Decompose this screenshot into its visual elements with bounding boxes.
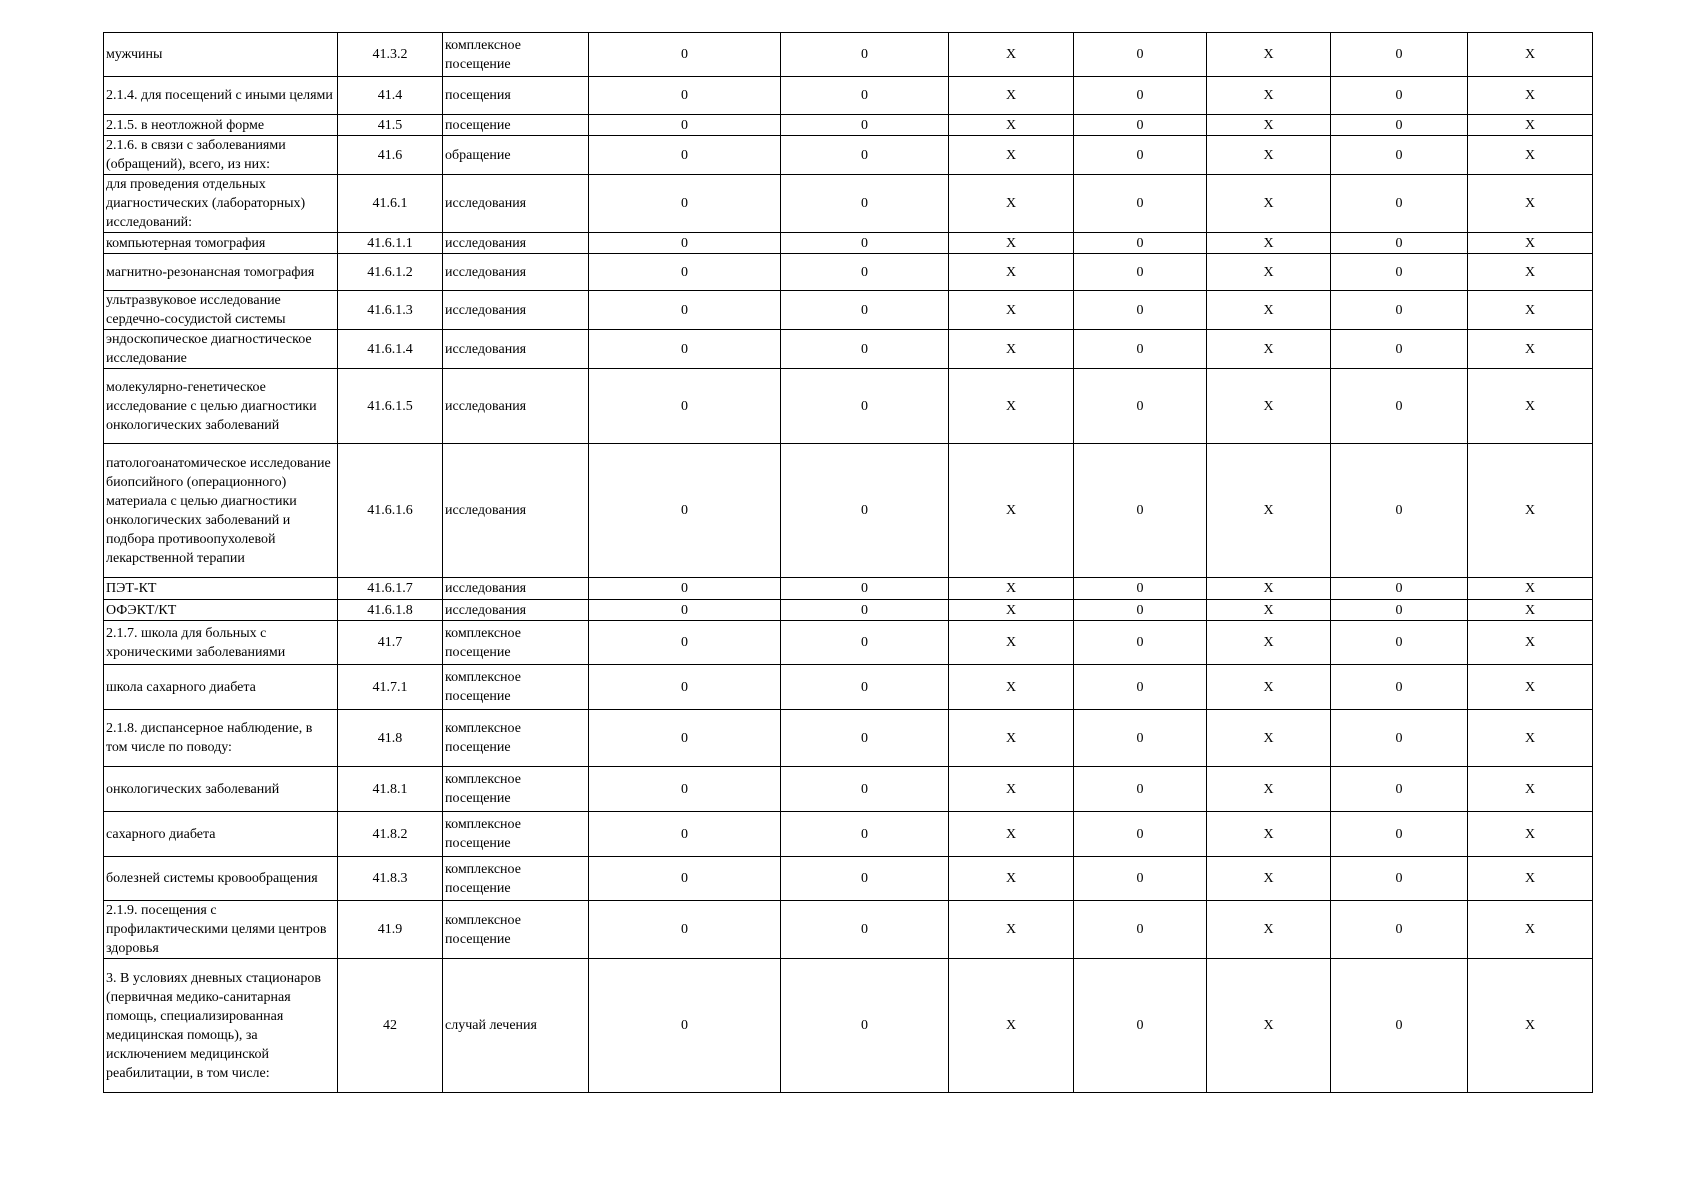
table-row xyxy=(104,77,1593,115)
indicator-name-cell: сахарного диабета xyxy=(104,812,338,857)
value-cell: 0 xyxy=(1074,115,1207,136)
unit-cell: обращение xyxy=(443,136,589,175)
value-cell: 0 xyxy=(1331,665,1468,710)
value-cell: 0 xyxy=(1331,710,1468,767)
table-body xyxy=(104,33,1593,1093)
unit-cell: комплексное посещение xyxy=(443,901,589,959)
line-code-cell: 41.6.1.4 xyxy=(338,330,443,369)
value-cell: X xyxy=(1207,444,1331,578)
value-cell: X xyxy=(949,901,1074,959)
indicator-name-cell: онкологических заболеваний xyxy=(104,767,338,812)
value-cell: 0 xyxy=(1331,767,1468,812)
table-row xyxy=(104,444,1593,578)
unit-cell: комплексное посещение xyxy=(443,665,589,710)
line-code-cell: 41.8.3 xyxy=(338,857,443,901)
value-cell: 0 xyxy=(589,710,781,767)
value-cell: 0 xyxy=(1074,857,1207,901)
value-cell: X xyxy=(1207,369,1331,444)
unit-cell: исследования xyxy=(443,369,589,444)
unit-cell: посещение xyxy=(443,115,589,136)
value-cell: 0 xyxy=(781,291,949,330)
value-cell: 0 xyxy=(781,710,949,767)
value-cell: 0 xyxy=(781,578,949,600)
value-cell: X xyxy=(1468,77,1593,115)
value-cell: X xyxy=(949,857,1074,901)
value-cell: X xyxy=(949,767,1074,812)
table-row xyxy=(104,812,1593,857)
value-cell: 0 xyxy=(1074,578,1207,600)
value-cell: X xyxy=(1468,369,1593,444)
value-cell: X xyxy=(1207,136,1331,175)
value-cell: 0 xyxy=(1331,959,1468,1093)
value-cell: 0 xyxy=(589,77,781,115)
indicator-name-cell: ультразвуковое исследование сердечно-сосудистой системы xyxy=(104,291,338,330)
value-cell: 0 xyxy=(1074,901,1207,959)
value-cell: X xyxy=(1207,767,1331,812)
value-cell: X xyxy=(1207,330,1331,369)
line-code-cell: 41.6.1.6 xyxy=(338,444,443,578)
unit-cell: случай лечения xyxy=(443,959,589,1093)
value-cell: 0 xyxy=(1074,291,1207,330)
value-cell: 0 xyxy=(1331,600,1468,621)
value-cell: X xyxy=(949,136,1074,175)
value-cell: 0 xyxy=(1331,330,1468,369)
value-cell: X xyxy=(949,330,1074,369)
value-cell: 0 xyxy=(1331,233,1468,254)
value-cell: 0 xyxy=(589,621,781,665)
value-cell: 0 xyxy=(1074,812,1207,857)
value-cell: X xyxy=(1207,665,1331,710)
value-cell: 0 xyxy=(781,33,949,77)
value-cell: 0 xyxy=(589,444,781,578)
indicator-name-cell: болезней системы кровообращения xyxy=(104,857,338,901)
line-code-cell: 41.8 xyxy=(338,710,443,767)
table-row xyxy=(104,33,1593,77)
value-cell: X xyxy=(1468,115,1593,136)
table-row xyxy=(104,330,1593,369)
value-cell: 0 xyxy=(781,136,949,175)
value-cell: 0 xyxy=(589,136,781,175)
value-cell: 0 xyxy=(1074,254,1207,291)
value-cell: X xyxy=(949,233,1074,254)
unit-cell: исследования xyxy=(443,291,589,330)
value-cell: X xyxy=(1468,136,1593,175)
unit-cell: исследования xyxy=(443,330,589,369)
indicator-name-cell: 2.1.9. посещения с профилактическими целями центров здоровья xyxy=(104,901,338,959)
table-row xyxy=(104,665,1593,710)
unit-cell: комплексное посещение xyxy=(443,767,589,812)
indicator-name-cell: ОФЭКТ/КТ xyxy=(104,600,338,621)
value-cell: 0 xyxy=(781,115,949,136)
value-cell: X xyxy=(949,665,1074,710)
line-code-cell: 41.7.1 xyxy=(338,665,443,710)
indicator-name-cell: компьютерная томография xyxy=(104,233,338,254)
value-cell: X xyxy=(1468,330,1593,369)
line-code-cell: 41.6.1.2 xyxy=(338,254,443,291)
value-cell: X xyxy=(1468,857,1593,901)
value-cell: 0 xyxy=(781,901,949,959)
value-cell: X xyxy=(949,33,1074,77)
value-cell: 0 xyxy=(1074,600,1207,621)
indicator-name-cell: молекулярно-генетическое исследование с целью диагностики онкологических заболеваний xyxy=(104,369,338,444)
value-cell: X xyxy=(1468,812,1593,857)
value-cell: X xyxy=(949,175,1074,233)
value-cell: X xyxy=(949,621,1074,665)
value-cell: 0 xyxy=(1074,710,1207,767)
value-cell: X xyxy=(1207,621,1331,665)
line-code-cell: 41.6.1.7 xyxy=(338,578,443,600)
value-cell: 0 xyxy=(1074,77,1207,115)
value-cell: 0 xyxy=(781,330,949,369)
unit-cell: комплексное посещение xyxy=(443,710,589,767)
value-cell: 0 xyxy=(781,175,949,233)
value-cell: X xyxy=(1468,959,1593,1093)
value-cell: 0 xyxy=(589,959,781,1093)
value-cell: 0 xyxy=(1074,665,1207,710)
value-cell: X xyxy=(1468,444,1593,578)
value-cell: X xyxy=(1468,901,1593,959)
value-cell: 0 xyxy=(589,33,781,77)
table-row xyxy=(104,291,1593,330)
indicator-name-cell: магнитно-резонансная томография xyxy=(104,254,338,291)
value-cell: 0 xyxy=(1331,621,1468,665)
line-code-cell: 41.5 xyxy=(338,115,443,136)
value-cell: X xyxy=(1207,254,1331,291)
value-cell: X xyxy=(949,254,1074,291)
value-cell: 0 xyxy=(1331,444,1468,578)
unit-cell: комплексное посещение xyxy=(443,33,589,77)
value-cell: 0 xyxy=(1331,291,1468,330)
value-cell: 0 xyxy=(781,600,949,621)
value-cell: 0 xyxy=(1331,812,1468,857)
value-cell: 0 xyxy=(781,959,949,1093)
value-cell: 0 xyxy=(1074,136,1207,175)
value-cell: 0 xyxy=(589,233,781,254)
value-cell: 0 xyxy=(781,812,949,857)
line-code-cell: 42 xyxy=(338,959,443,1093)
value-cell: 0 xyxy=(1074,959,1207,1093)
table-row xyxy=(104,136,1593,175)
value-cell: X xyxy=(1207,578,1331,600)
value-cell: 0 xyxy=(589,901,781,959)
line-code-cell: 41.4 xyxy=(338,77,443,115)
value-cell: X xyxy=(1207,77,1331,115)
line-code-cell: 41.6.1 xyxy=(338,175,443,233)
value-cell: X xyxy=(949,444,1074,578)
value-cell: X xyxy=(1207,901,1331,959)
value-cell: X xyxy=(1468,621,1593,665)
value-cell: 0 xyxy=(1074,767,1207,812)
value-cell: 0 xyxy=(1074,444,1207,578)
value-cell: 0 xyxy=(589,767,781,812)
value-cell: X xyxy=(949,710,1074,767)
value-cell: X xyxy=(949,578,1074,600)
indicator-name-cell: патологоанатомическое исследование биопсийного (операционного) материала с целью диагностики онкологических заболеваний и подбора противоопухолевой лекарственной терапии xyxy=(104,444,338,578)
value-cell: X xyxy=(1468,710,1593,767)
value-cell: 0 xyxy=(781,857,949,901)
unit-cell: комплексное посещение xyxy=(443,812,589,857)
line-code-cell: 41.6.1.5 xyxy=(338,369,443,444)
line-code-cell: 41.8.1 xyxy=(338,767,443,812)
value-cell: 0 xyxy=(589,115,781,136)
value-cell: 0 xyxy=(1331,175,1468,233)
unit-cell: исследования xyxy=(443,254,589,291)
table-row xyxy=(104,857,1593,901)
value-cell: X xyxy=(1468,233,1593,254)
value-cell: 0 xyxy=(781,621,949,665)
value-cell: 0 xyxy=(1331,254,1468,291)
unit-cell: исследования xyxy=(443,233,589,254)
value-cell: 0 xyxy=(589,600,781,621)
value-cell: 0 xyxy=(781,254,949,291)
value-cell: 0 xyxy=(1331,77,1468,115)
value-cell: 0 xyxy=(1331,901,1468,959)
value-cell: 0 xyxy=(1331,857,1468,901)
indicator-name-cell: 2.1.8. диспансерное наблюдение, в том числе по поводу: xyxy=(104,710,338,767)
value-cell: 0 xyxy=(781,77,949,115)
table-row xyxy=(104,621,1593,665)
value-cell: X xyxy=(1468,665,1593,710)
line-code-cell: 41.6.1.8 xyxy=(338,600,443,621)
value-cell: X xyxy=(949,959,1074,1093)
value-cell: X xyxy=(1468,254,1593,291)
line-code-cell: 41.9 xyxy=(338,901,443,959)
unit-cell: комплексное посещение xyxy=(443,621,589,665)
table-row xyxy=(104,710,1593,767)
value-cell: 0 xyxy=(781,369,949,444)
indicator-name-cell: мужчины xyxy=(104,33,338,77)
line-code-cell: 41.7 xyxy=(338,621,443,665)
unit-cell: исследования xyxy=(443,600,589,621)
data-table xyxy=(103,32,1593,1093)
value-cell: X xyxy=(949,812,1074,857)
indicator-name-cell: для проведения отдельных диагностических (лабораторных) исследований: xyxy=(104,175,338,233)
indicator-name-cell: 2.1.7. школа для больных с хроническими заболеваниями xyxy=(104,621,338,665)
indicator-name-cell: 2.1.5. в неотложной форме xyxy=(104,115,338,136)
indicator-name-cell: школа сахарного диабета xyxy=(104,665,338,710)
value-cell: 0 xyxy=(781,665,949,710)
line-code-cell: 41.6.1.3 xyxy=(338,291,443,330)
value-cell: 0 xyxy=(1331,115,1468,136)
value-cell: 0 xyxy=(1074,233,1207,254)
table-row xyxy=(104,767,1593,812)
value-cell: 0 xyxy=(1074,369,1207,444)
value-cell: 0 xyxy=(589,578,781,600)
table-row xyxy=(104,578,1593,600)
value-cell: 0 xyxy=(589,665,781,710)
value-cell: X xyxy=(949,369,1074,444)
value-cell: X xyxy=(949,115,1074,136)
value-cell: X xyxy=(1468,578,1593,600)
value-cell: 0 xyxy=(1074,330,1207,369)
value-cell: 0 xyxy=(781,767,949,812)
unit-cell: посещения xyxy=(443,77,589,115)
value-cell: X xyxy=(949,600,1074,621)
indicator-name-cell: эндоскопическое диагностическое исследование xyxy=(104,330,338,369)
value-cell: X xyxy=(1207,175,1331,233)
value-cell: 0 xyxy=(1331,578,1468,600)
value-cell: 0 xyxy=(589,254,781,291)
indicator-name-cell: ПЭТ-КТ xyxy=(104,578,338,600)
line-code-cell: 41.8.2 xyxy=(338,812,443,857)
value-cell: X xyxy=(1207,600,1331,621)
value-cell: X xyxy=(1207,959,1331,1093)
value-cell: X xyxy=(1468,175,1593,233)
indicator-name-cell: 3. В условиях дневных стационаров (первичная медико-санитарная помощь, специализированная медицинская помощь), за исключением медицинской реабилитации, в том числе: xyxy=(104,959,338,1093)
value-cell: 0 xyxy=(589,812,781,857)
value-cell: X xyxy=(949,291,1074,330)
value-cell: X xyxy=(1468,291,1593,330)
value-cell: X xyxy=(1207,812,1331,857)
line-code-cell: 41.6 xyxy=(338,136,443,175)
value-cell: 0 xyxy=(1331,369,1468,444)
value-cell: X xyxy=(1207,291,1331,330)
value-cell: 0 xyxy=(1331,33,1468,77)
value-cell: 0 xyxy=(589,291,781,330)
table-row xyxy=(104,254,1593,291)
value-cell: X xyxy=(1207,857,1331,901)
line-code-cell: 41.3.2 xyxy=(338,33,443,77)
value-cell: 0 xyxy=(1331,136,1468,175)
indicator-name-cell: 2.1.4. для посещений с иными целями xyxy=(104,77,338,115)
table-row xyxy=(104,600,1593,621)
value-cell: 0 xyxy=(589,369,781,444)
table-row xyxy=(104,901,1593,959)
line-code-cell: 41.6.1.1 xyxy=(338,233,443,254)
value-cell: X xyxy=(1207,233,1331,254)
value-cell: X xyxy=(1207,710,1331,767)
value-cell: X xyxy=(1468,33,1593,77)
indicator-name-cell: 2.1.6. в связи с заболеваниями (обращений), всего, из них: xyxy=(104,136,338,175)
value-cell: 0 xyxy=(781,444,949,578)
unit-cell: исследования xyxy=(443,444,589,578)
value-cell: 0 xyxy=(1074,33,1207,77)
value-cell: 0 xyxy=(589,330,781,369)
value-cell: X xyxy=(1207,33,1331,77)
value-cell: 0 xyxy=(781,233,949,254)
table-row xyxy=(104,175,1593,233)
value-cell: X xyxy=(1468,767,1593,812)
value-cell: 0 xyxy=(1074,175,1207,233)
unit-cell: исследования xyxy=(443,578,589,600)
table-row xyxy=(104,115,1593,136)
value-cell: 0 xyxy=(1074,621,1207,665)
unit-cell: комплексное посещение xyxy=(443,857,589,901)
table-row xyxy=(104,959,1593,1093)
value-cell: X xyxy=(1207,115,1331,136)
value-cell: X xyxy=(1468,600,1593,621)
unit-cell: исследования xyxy=(443,175,589,233)
table-row xyxy=(104,233,1593,254)
table-row xyxy=(104,369,1593,444)
value-cell: 0 xyxy=(589,857,781,901)
value-cell: X xyxy=(949,77,1074,115)
value-cell: 0 xyxy=(589,175,781,233)
